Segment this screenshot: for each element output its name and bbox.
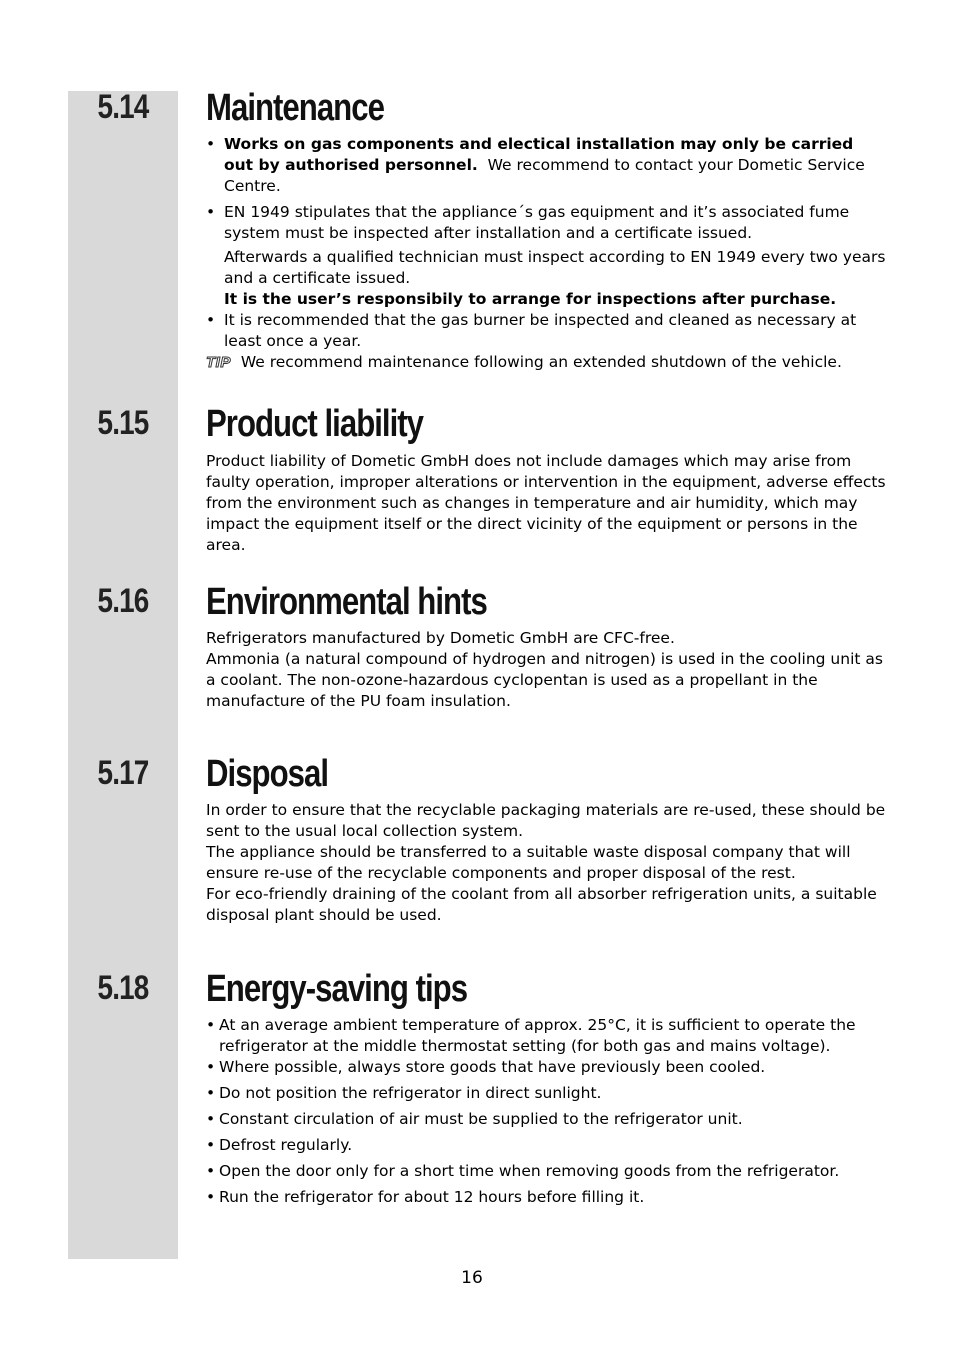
warning-text: It is the user’s responsibily to arrange for inspections after purchase. (224, 290, 837, 308)
section-number: 5.17 (97, 754, 149, 792)
section-number: 5.18 (97, 969, 149, 1007)
item-text: EN 1949 stipulates that the appliance´s gas equipment and it’s associated fume system must be inspected after installation and a certificate issued. (224, 203, 850, 242)
section-body (206, 134, 886, 373)
list-item: • At an average ambient temperature of approx. 25°C, it is sufficient to operate the refrigerator at the middle thermostat setting (for both gas and mains voltage). (206, 1015, 886, 1057)
list-item: • Open the door only for a short time when removing goods from the refrigerator. (206, 1161, 886, 1182)
tip-icon: TIP (206, 354, 231, 371)
list-item: • Run the refrigerator for about 12 hours before filling it. (206, 1187, 886, 1208)
list-item (206, 134, 886, 197)
maintenance-list (206, 134, 886, 244)
section-title: Environmental hints (206, 581, 487, 623)
section-body (206, 451, 886, 556)
paragraph: Refrigerators manufactured by Dometic GmbH are CFC-free. (206, 629, 675, 647)
paragraph: For eco-friendly draining of the coolant from all absorber refrigeration units, a suitable disposal plant should be used. (206, 885, 877, 924)
section-body (206, 1015, 886, 1213)
maintenance-list (206, 310, 886, 352)
section-title: Product liability (206, 403, 424, 445)
section-number: 5.14 (97, 88, 149, 126)
paragraph: In order to ensure that the recyclable packaging materials are re-used, these should be sent to the usual local collection system. (206, 801, 886, 840)
list-item (206, 202, 886, 244)
section-number-sidebar (68, 91, 178, 1259)
page-number: 16 (461, 1268, 483, 1288)
paragraph (206, 289, 886, 310)
section-title: Maintenance (206, 87, 384, 129)
warning-text: Works on gas components and electical installation may only be carried out by authorised personnel. (224, 135, 854, 174)
item-text: It is recommended that the gas burner be inspected and cleaned as necessary at least once a year. (224, 311, 857, 350)
section-number: 5.15 (97, 404, 149, 442)
section-title: Energy-saving tips (206, 968, 468, 1010)
tip-text: We recommend maintenance following an extended shutdown of the vehicle. (240, 353, 842, 371)
section-body (206, 800, 886, 926)
energy-tips-list (206, 1015, 886, 1208)
paragraph: The appliance should be transferred to a suitable waste disposal company that will ensure re-use of the recyclable components and proper disposal of the rest. (206, 843, 851, 882)
list-item: • Do not position the refrigerator in direct sunlight. (206, 1083, 886, 1104)
item-text: We recommend to contact your Dometic Service Centre. (224, 156, 865, 195)
section-title: Disposal (206, 753, 329, 795)
list-item (206, 310, 886, 352)
list-item: • Where possible, always store goods that have previously been cooled. (206, 1057, 886, 1078)
paragraph: Ammonia (a natural compound of hydrogen and nitrogen) is used in the cooling unit as a coolant. The non-ozone-hazardous cyclopentan is used as a propellant in the manufacture of the PU foam insulation. (206, 650, 883, 710)
paragraph: Product liability of Dometic GmbH does not include damages which may arise from faulty operation, improper alterations or intervention in the equipment, adverse effects from the environment such as changes in temperature and air humidity, which may impact the equipment itself or the direct vicinity of the equipment or persons in the area. (206, 452, 886, 554)
list-item: • Constant circulation of air must be supplied to the refrigerator unit. (206, 1109, 886, 1130)
list-item: • Defrost regularly. (206, 1135, 886, 1156)
section-number: 5.16 (97, 582, 149, 620)
section-body (206, 628, 886, 712)
tip-note (206, 352, 886, 373)
paragraph: Afterwards a qualified technician must inspect according to EN 1949 every two years and a certificate issued. (224, 248, 886, 287)
